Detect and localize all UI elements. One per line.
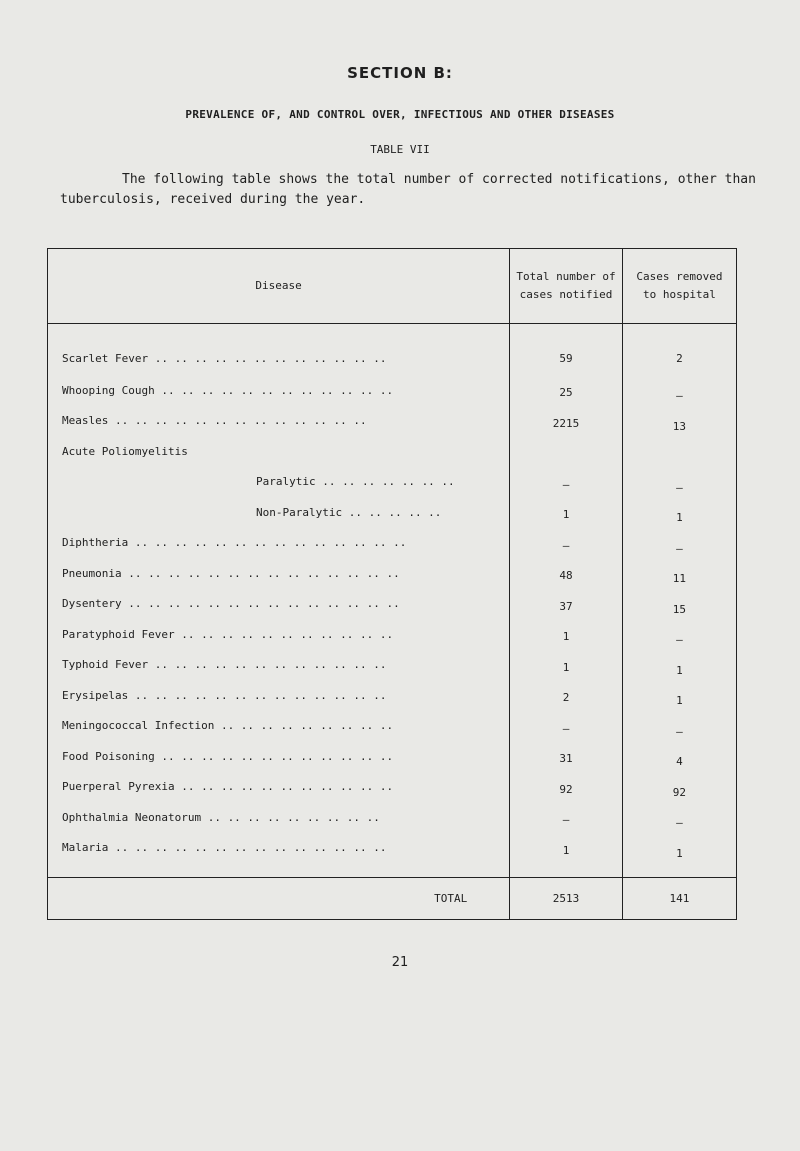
cases-removed-cell: 1 [622,680,736,711]
page-number: 21 [391,955,409,970]
disease-name-cell: Whooping Cough .. .. .. .. .. .. .. .. .. .. .. .. [48,375,510,406]
disease-name-cell: Typhoid Fever .. .. .. .. .. .. .. .. .. .. .. .. [48,650,510,681]
total-notified: 2513 [510,878,623,920]
cases-removed-cell: – [622,802,736,833]
cases-removed-cell: 92 [622,772,736,803]
table-row [48,772,737,803]
disease-name-cell: Food Poisoning .. .. .. .. .. .. .. .. .. .. .. .. [48,741,510,772]
table-row [48,802,737,833]
disease-name-cell: Paratyphoid Fever .. .. .. .. .. .. .. .. .. .. .. [48,619,510,650]
table-row [48,375,737,406]
notifications-table [47,248,737,920]
cases-removed-cell: 4 [622,741,736,772]
cases-notified-cell: 1 [510,833,623,878]
cases-removed-cell: – [622,528,736,559]
table-row [48,528,737,559]
table-label: TABLE VII [370,143,430,156]
cases-notified-cell: 48 [510,558,623,589]
table-row [48,497,737,528]
total-removed: 141 [622,878,736,920]
section-title: SECTION B: [347,64,453,82]
total-label: TOTAL [48,878,510,920]
cases-removed-cell: – [622,619,736,650]
cases-notified-cell: 1 [510,497,623,528]
header-disease: Disease [48,249,510,324]
cases-removed-cell: 1 [622,650,736,681]
table-row [48,436,737,467]
disease-name-cell: Ophthalmia Neonatorum .. .. .. .. .. .. .. .. .. [48,802,510,833]
table-row [48,619,737,650]
cases-removed-cell: – [622,375,736,406]
table-header-row [48,249,737,324]
cases-notified-cell [510,436,623,467]
table-row [48,833,737,878]
disease-name-cell: Scarlet Fever .. .. .. .. .. .. .. .. .. .. .. .. [48,324,510,376]
table-row [48,589,737,620]
cases-removed-cell: 2 [622,324,736,376]
table-row [48,406,737,437]
cases-removed-cell: 13 [622,406,736,437]
cases-notified-cell: – [510,711,623,742]
table-row [48,558,737,589]
header-notified: Total number of cases notified [510,249,623,324]
disease-name-cell: Non-Paralytic .. .. .. .. .. [48,497,510,528]
disease-name-cell: Meningococcal Infection .. .. .. .. .. .. .. .. .. [48,711,510,742]
disease-name-cell: Pneumonia .. .. .. .. .. .. .. .. .. .. .. .. .. .. [48,558,510,589]
cases-notified-cell: 2215 [510,406,623,437]
disease-name-cell: Acute Poliomyelitis [48,436,510,467]
table-row [48,680,737,711]
cases-notified-cell: – [510,467,623,498]
disease-name-cell: Puerperal Pyrexia .. .. .. .. .. .. .. .. .. .. .. [48,772,510,803]
cases-removed-cell: 15 [622,589,736,620]
intro-paragraph: The following table shows the total number of corrected notifications, other than tuberculosis, received during the year. [60,172,756,207]
cases-notified-cell: 59 [510,324,623,376]
cases-notified-cell: 2 [510,680,623,711]
cases-removed-cell [622,436,736,467]
cases-removed-cell: 1 [622,833,736,878]
disease-name-cell: Measles .. .. .. .. .. .. .. .. .. .. .. .. .. [48,406,510,437]
table-row [48,650,737,681]
cases-notified-cell: 25 [510,375,623,406]
disease-name-cell: Dysentery .. .. .. .. .. .. .. .. .. .. .. .. .. .. [48,589,510,620]
disease-name-cell: Malaria .. .. .. .. .. .. .. .. .. .. .. .. .. .. [48,833,510,878]
cases-notified-cell: 31 [510,741,623,772]
header-removed: Cases removed to hospital [622,249,736,324]
table-row [48,741,737,772]
table-row [48,711,737,742]
cases-notified-cell: 37 [510,589,623,620]
cases-notified-cell: – [510,802,623,833]
disease-name-cell: Diphtheria .. .. .. .. .. .. .. .. .. .. .. .. .. .. [48,528,510,559]
cases-removed-cell: – [622,467,736,498]
table-body [48,324,737,878]
cases-notified-cell: – [510,528,623,559]
subtitle: PREVALENCE OF, AND CONTROL OVER, INFECTIOUS AND OTHER DISEASES [185,108,615,121]
table-row [48,324,737,376]
disease-name-cell: Erysipelas .. .. .. .. .. .. .. .. .. .. .. .. .. [48,680,510,711]
cases-notified-cell: 92 [510,772,623,803]
disease-name-cell: Paralytic .. .. .. .. .. .. .. [48,467,510,498]
cases-notified-cell: 1 [510,619,623,650]
cases-removed-cell: 1 [622,497,736,528]
cases-notified-cell: 1 [510,650,623,681]
cases-removed-cell: – [622,711,736,742]
total-row [48,878,737,920]
table-row [48,467,737,498]
cases-removed-cell: 11 [622,558,736,589]
